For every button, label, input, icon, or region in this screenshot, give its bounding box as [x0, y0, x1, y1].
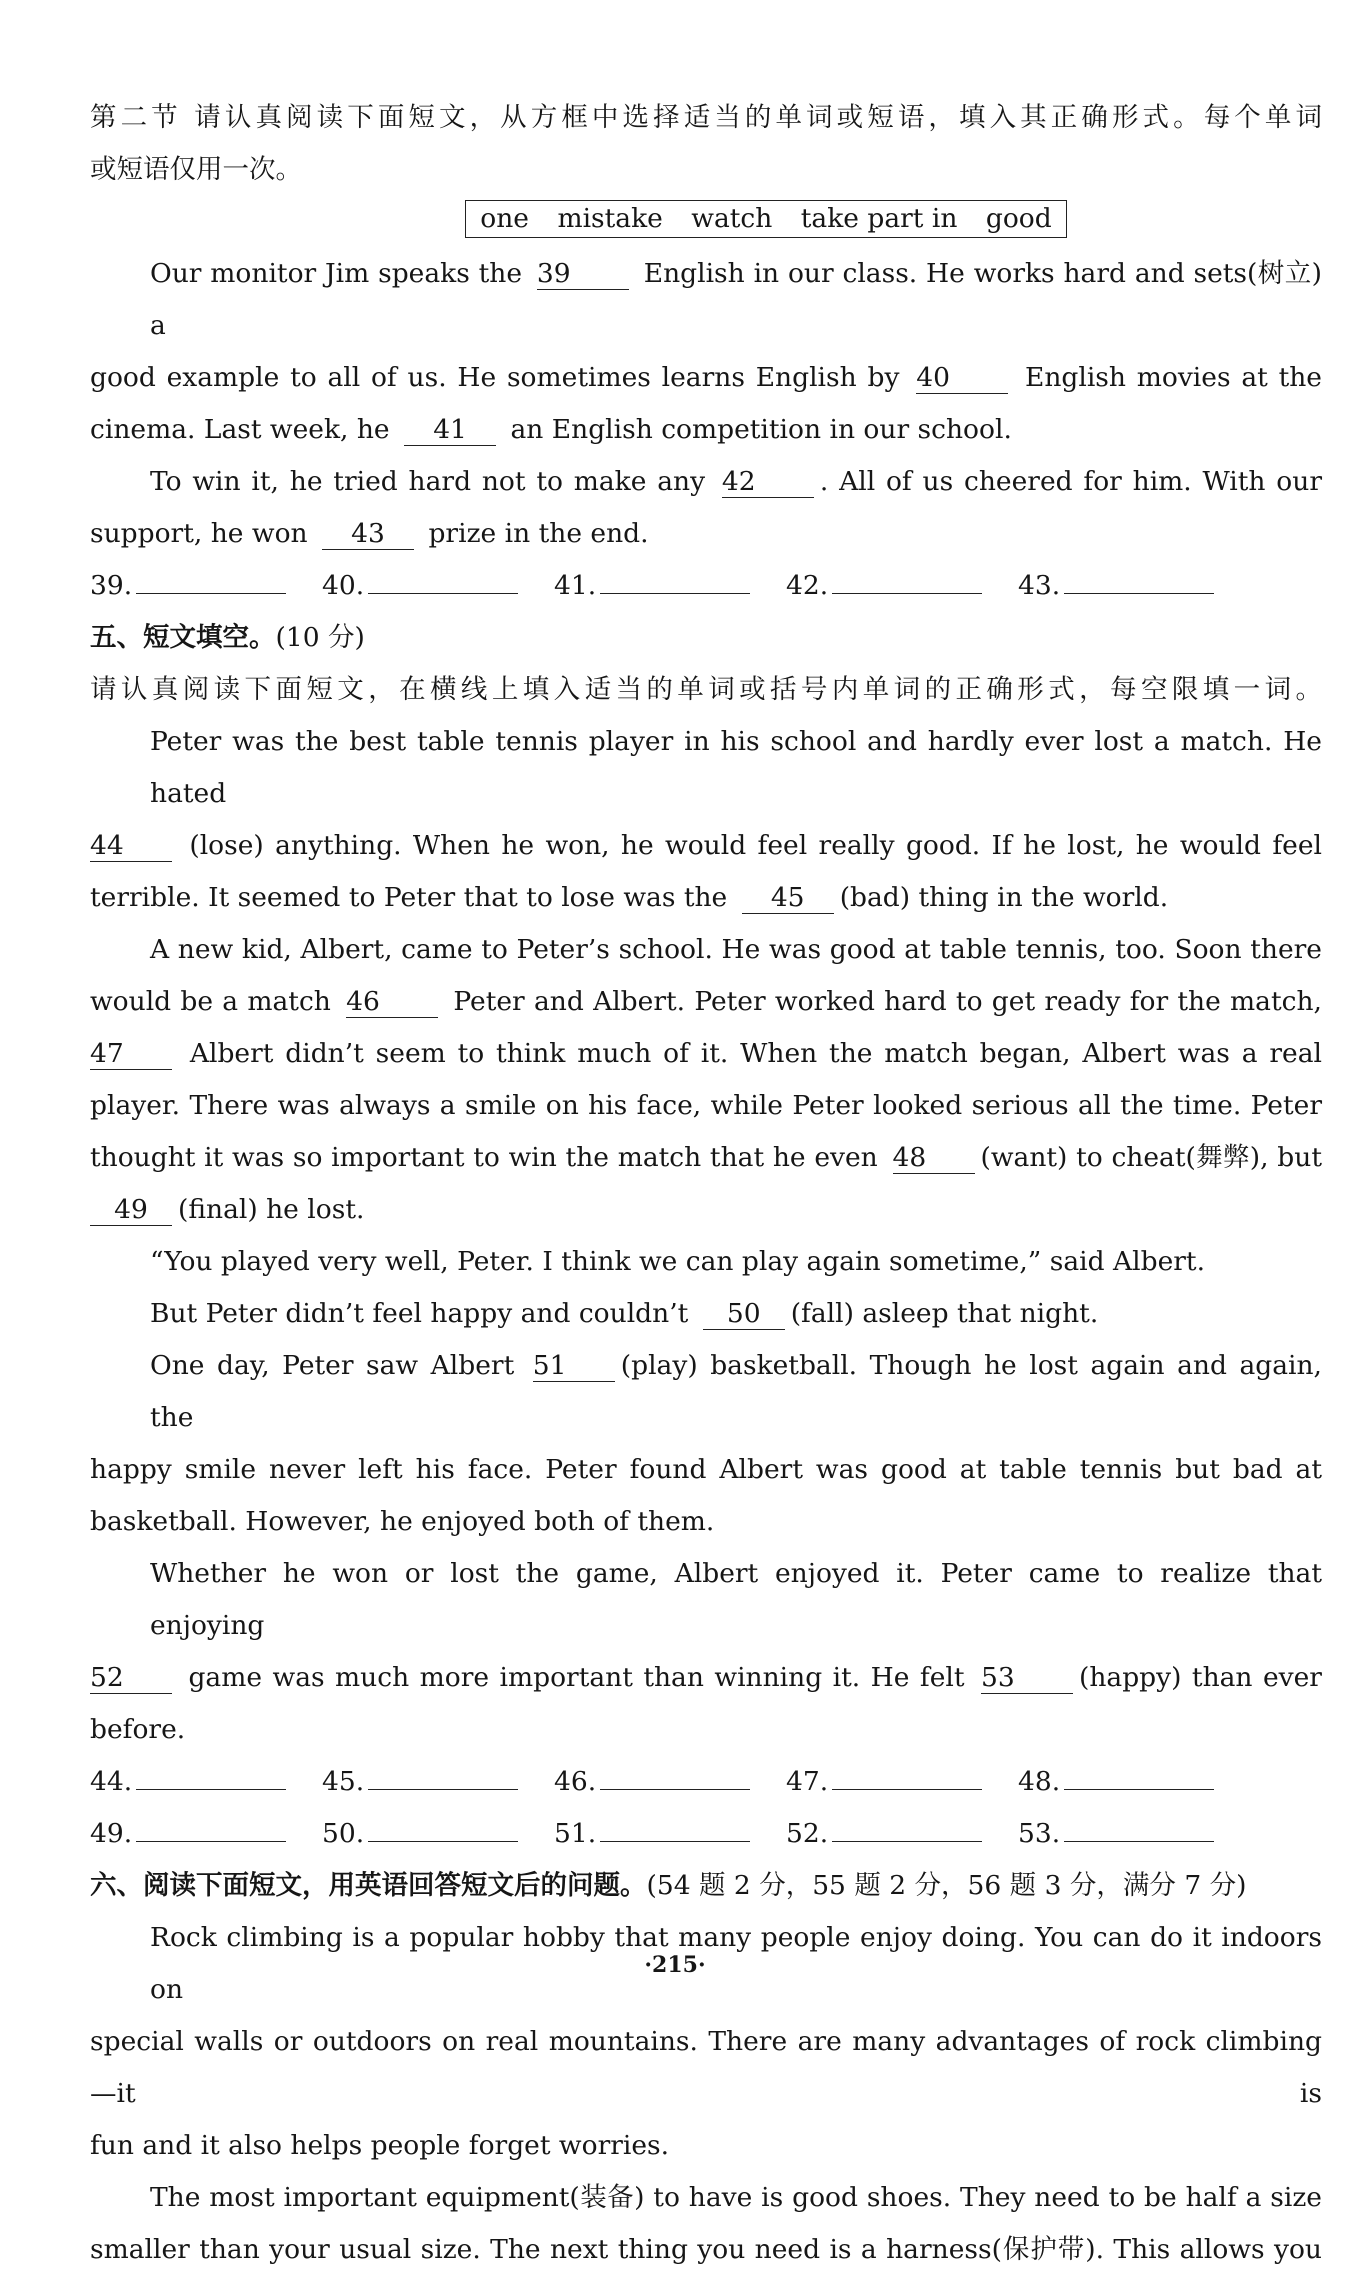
text: Albert didn’t seem to think much of it. When the match began, Albert was a real	[189, 1038, 1322, 1069]
passage3-line: The most important equipment(装备) to have is good shoes. They need to be half a size	[150, 2182, 1322, 2213]
text: terrible. It seemed to Peter that to lose was the	[90, 882, 728, 913]
passage2-line	[90, 1652, 1322, 1704]
text: . All of us cheered for him. With our	[819, 466, 1322, 497]
section2-instruction-cont: 或短语仅用一次。	[90, 154, 302, 185]
answer-row	[90, 560, 1322, 612]
answer-slot[interactable]	[90, 560, 322, 612]
section5-heading: 五、短文填空。	[90, 622, 276, 653]
answer-slot[interactable]	[554, 1808, 786, 1860]
passage3-line: Rock climbing is a popular hobby that many people enjoy doing. You can do it indoors on	[150, 1922, 1322, 2005]
passage2-line: Whether he won or lost the game, Albert enjoyed it. Peter came to realize that enjoying	[150, 1558, 1322, 1641]
text: (happy) than ever	[1079, 1662, 1322, 1693]
word-option: take part in	[800, 203, 958, 234]
passage1-line	[90, 404, 1322, 456]
text: (final) he lost.	[178, 1194, 365, 1225]
passage3-line: smaller than your usual size. The next thing you need is a harness(保护带). This allows you	[90, 2234, 1322, 2265]
word-box-row	[90, 196, 1322, 248]
blank-43: 43	[322, 519, 414, 550]
passage1-line	[90, 352, 1322, 404]
section6-heading: 六、阅读下面短文，用英语回答短文后的问题。	[90, 1870, 647, 1901]
answer-label: 41.	[554, 570, 597, 601]
passage3-line: fun and it also helps people forget worries.	[90, 2130, 670, 2161]
answer-line[interactable]	[1064, 1815, 1214, 1842]
word-option: good	[985, 203, 1052, 234]
blank-52: 52	[90, 1663, 172, 1694]
text: (want) to cheat(舞弊), but	[980, 1142, 1322, 1173]
text: Our monitor Jim speaks the	[150, 258, 523, 289]
answer-line[interactable]	[136, 1815, 286, 1842]
blank-44: 44	[90, 831, 172, 862]
blank-45: 45	[742, 883, 834, 914]
answer-slot[interactable]	[786, 560, 1018, 612]
answer-line[interactable]	[1064, 567, 1214, 594]
answer-line[interactable]	[600, 1763, 750, 1790]
answer-label: 47.	[786, 1766, 829, 1797]
section5-instruction: 请认真阅读下面短文，在横线上填入适当的单词或括号内单词的正确形式，每空限填一词。	[90, 674, 1322, 705]
passage2-line	[90, 976, 1322, 1028]
blank-46: 46	[346, 987, 438, 1018]
blank-49: 49	[90, 1195, 172, 1226]
text: Peter and Albert. Peter worked hard to get ready for the match,	[453, 986, 1322, 1017]
passage1-line	[90, 456, 1322, 508]
passage2-line: A new kid, Albert, came to Peter’s school. He was good at table tennis, too. Soon there	[150, 934, 1322, 965]
passage2-line	[90, 1028, 1322, 1080]
blank-53: 53	[981, 1663, 1073, 1694]
answer-line[interactable]	[1064, 1763, 1214, 1790]
word-option: watch	[691, 203, 773, 234]
text: good example to all of us. He sometimes learns English by	[90, 362, 900, 393]
text: an English competition in our school.	[510, 414, 1012, 445]
text: prize in the end.	[428, 518, 649, 549]
answer-line[interactable]	[368, 1815, 518, 1842]
blank-39: 39	[537, 259, 629, 290]
answer-slot[interactable]	[90, 1808, 322, 1860]
answer-line[interactable]	[136, 1763, 286, 1790]
text: But Peter didn’t feel happy and couldn’t	[150, 1298, 689, 1329]
answer-line[interactable]	[600, 1815, 750, 1842]
answer-slot[interactable]	[322, 1808, 554, 1860]
section5-heading-line	[90, 612, 1322, 664]
text: To win it, he tried hard not to make any	[150, 466, 706, 497]
answer-slot[interactable]	[1018, 1808, 1250, 1860]
passage2-line: before.	[90, 1714, 186, 1745]
passage2-line: “You played very well, Peter. I think we can play again sometime,” said Albert.	[150, 1246, 1206, 1277]
answer-label: 39.	[90, 570, 133, 601]
text: game was much more important than winning it. He felt	[188, 1662, 965, 1693]
answer-line[interactable]	[832, 1815, 982, 1842]
blank-41: 41	[404, 415, 496, 446]
passage2-line	[90, 1340, 1322, 1444]
answer-label: 43.	[1018, 570, 1061, 601]
answer-line[interactable]	[368, 1763, 518, 1790]
text: (fall) asleep that night.	[790, 1298, 1099, 1329]
answer-label: 51.	[554, 1818, 597, 1849]
word-option: mistake	[557, 203, 663, 234]
blank-40: 40	[916, 363, 1008, 394]
answer-line[interactable]	[832, 567, 982, 594]
passage2-line: player. There was always a smile on his face, while Peter looked serious all the time. Peter	[90, 1090, 1322, 1121]
passage2-line: Peter was the best table tennis player in his school and hardly ever lost a match. He hated	[150, 726, 1322, 809]
answer-label: 53.	[1018, 1818, 1061, 1849]
answer-slot[interactable]	[90, 1756, 322, 1808]
text: (bad) thing in the world.	[839, 882, 1169, 913]
text: One day, Peter saw Albert	[150, 1350, 515, 1381]
answer-row	[90, 1808, 1322, 1860]
answer-slot[interactable]	[322, 1756, 554, 1808]
answer-line[interactable]	[600, 567, 750, 594]
blank-51: 51	[533, 1351, 615, 1382]
blank-42: 42	[722, 467, 814, 498]
answer-label: 50.	[322, 1818, 365, 1849]
passage2-line	[90, 820, 1322, 872]
word-box	[465, 200, 1066, 238]
section6-heading-line	[90, 1860, 1322, 1912]
passage3-line: special walls or outdoors on real mountains. There are many advantages of rock climbing—it is	[90, 2026, 1322, 2109]
answer-row	[90, 1756, 1322, 1808]
answer-line[interactable]	[136, 567, 286, 594]
passage2-line: happy smile never left his face. Peter found Albert was good at table tennis but bad at	[90, 1454, 1322, 1485]
blank-50: 50	[703, 1299, 785, 1330]
passage2-line: basketball. However, he enjoyed both of them.	[90, 1506, 715, 1537]
answer-label: 46.	[554, 1766, 597, 1797]
passage2-line	[90, 1288, 1322, 1340]
passage2-line	[90, 872, 1322, 924]
text: cinema. Last week, he	[90, 414, 390, 445]
answer-line[interactable]	[832, 1763, 982, 1790]
answer-slot[interactable]	[554, 1756, 786, 1808]
answer-line[interactable]	[368, 567, 518, 594]
answer-label: 42.	[786, 570, 829, 601]
answer-slot[interactable]	[786, 1808, 1018, 1860]
answer-label: 40.	[322, 570, 365, 601]
text: English in our class. He works hard and sets(树立) a	[150, 258, 1322, 341]
answer-label: 44.	[90, 1766, 133, 1797]
text: would be a match	[90, 986, 331, 1017]
section6-score: (54 题 2 分，55 题 2 分，56 题 3 分，满分 7 分)	[646, 1870, 1247, 1901]
text: (play) basketball. Though he lost again and again, the	[150, 1350, 1322, 1433]
page-number: ·215·	[644, 1952, 706, 1978]
content	[90, 92, 1322, 2276]
answer-label: 49.	[90, 1818, 133, 1849]
answer-slot[interactable]	[554, 560, 786, 612]
blank-48: 48	[893, 1143, 975, 1174]
passage2-line	[90, 1132, 1322, 1184]
text: English movies at the	[1024, 362, 1322, 393]
answer-slot[interactable]	[1018, 560, 1250, 612]
answer-label: 45.	[322, 1766, 365, 1797]
answer-label: 52.	[786, 1818, 829, 1849]
blank-47: 47	[90, 1039, 172, 1070]
word-option: one	[480, 203, 529, 234]
section2-instruction: 第二节 请认真阅读下面短文，从方框中选择适当的单词或短语，填入其正确形式。每个单词	[90, 102, 1322, 133]
section5-score: (10 分)	[275, 622, 365, 653]
answer-slot[interactable]	[1018, 1756, 1250, 1808]
answer-label: 48.	[1018, 1766, 1061, 1797]
text: (lose) anything. When he won, he would feel really good. If he lost, he would feel	[189, 830, 1322, 861]
passage1-line	[90, 508, 1322, 560]
answer-slot[interactable]	[786, 1756, 1018, 1808]
passage1-line	[90, 248, 1322, 352]
text: support, he won	[90, 518, 308, 549]
passage2-line	[90, 1184, 1322, 1236]
answer-slot[interactable]	[322, 560, 554, 612]
text: thought it was so important to win the match that he even	[90, 1142, 878, 1173]
